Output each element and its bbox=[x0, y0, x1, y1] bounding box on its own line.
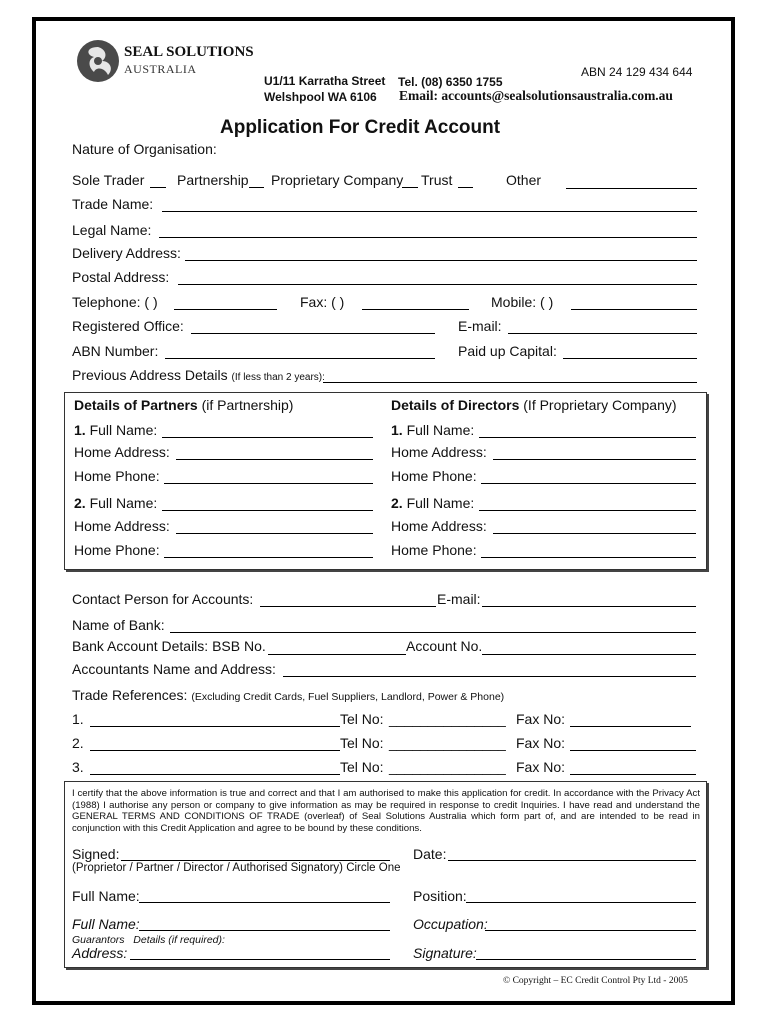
director1-phone-label: Home Phone: bbox=[391, 468, 477, 484]
fax-field[interactable] bbox=[362, 309, 469, 310]
details-required-text: Details (if required): bbox=[133, 934, 225, 946]
director2-phone-label: Home Phone: bbox=[391, 542, 477, 558]
partner2-name-label bbox=[74, 495, 157, 511]
ref2-tel-field[interactable]: _______________ bbox=[389, 735, 506, 751]
delivery-address-label: Delivery Address: bbox=[72, 245, 181, 261]
director1-name-text: Full Name: bbox=[406, 422, 475, 438]
director1-name-field[interactable] bbox=[479, 437, 696, 438]
partners-directors-box bbox=[64, 392, 707, 570]
director1-address-field[interactable] bbox=[493, 459, 696, 460]
abn-number-label: ABN Number: bbox=[72, 343, 159, 359]
postal-address-label: Postal Address: bbox=[72, 269, 170, 285]
ref2-tel-label: Tel No: bbox=[340, 735, 384, 751]
occupation-field[interactable] bbox=[485, 930, 696, 931]
partners-heading bbox=[74, 397, 293, 413]
copyright-footer: © Copyright – EC Credit Control Pty Ltd - 2005 bbox=[503, 976, 688, 986]
ref1-fax-label: Fax No: bbox=[516, 711, 566, 727]
abn-header: ABN 24 129 434 644 bbox=[581, 65, 693, 79]
signature-label: Signature: bbox=[413, 945, 477, 961]
partner1-phone-label: Home Phone: bbox=[74, 468, 160, 484]
directors-heading-note: (If Proprietary Company) bbox=[523, 397, 677, 413]
previous-address-field[interactable] bbox=[323, 382, 697, 383]
partner1-address-label: Home Address: bbox=[74, 444, 170, 460]
telephone-label: Telephone: ( ) bbox=[72, 294, 158, 310]
director1-name-label bbox=[391, 422, 474, 438]
contact-person-label: Contact Person for Accounts: bbox=[72, 591, 254, 607]
paid-up-capital-field[interactable] bbox=[563, 358, 697, 359]
sole-trader-check[interactable] bbox=[150, 187, 166, 188]
director2-name-field[interactable] bbox=[479, 510, 696, 511]
contact-person-field[interactable] bbox=[260, 606, 436, 607]
paid-up-capital-label: Paid up Capital: bbox=[458, 343, 557, 359]
trade-refs-note: (Excluding Credit Cards, Fuel Suppliers, Landlord, Power & Phone) bbox=[191, 691, 505, 703]
ref3-number: 3. bbox=[72, 759, 84, 775]
guarantor-full-name-field[interactable] bbox=[139, 930, 390, 931]
nature-label: Nature of Organisation: bbox=[72, 141, 217, 157]
company-name: SEAL SOLUTIONS bbox=[124, 44, 254, 60]
company-sub: AUSTRALIA bbox=[124, 62, 197, 76]
ref2-fax-field[interactable] bbox=[570, 750, 696, 751]
partner1-name-text: Full Name: bbox=[89, 422, 158, 438]
ref2-name-field[interactable] bbox=[90, 750, 340, 751]
signed-label: Signed: bbox=[72, 846, 120, 862]
ref1-fax-field[interactable] bbox=[570, 726, 691, 727]
other-field[interactable] bbox=[566, 188, 697, 189]
address-line1: U1/11 Karratha Street bbox=[264, 74, 386, 88]
bsb-field[interactable] bbox=[268, 654, 406, 655]
ref3-tel-field[interactable]: _______________ bbox=[389, 759, 506, 775]
partner1-name-field[interactable] bbox=[162, 437, 373, 438]
form-title: Application For Credit Account bbox=[220, 117, 501, 138]
partner2-name-text: Full Name: bbox=[89, 495, 158, 511]
registered-office-field[interactable] bbox=[191, 333, 435, 334]
mobile-field[interactable] bbox=[571, 309, 697, 310]
abn-number-field[interactable] bbox=[165, 358, 435, 359]
telephone: Tel. (08) 6350 1755 bbox=[398, 75, 503, 89]
org-sole-trader: Sole Trader bbox=[72, 172, 145, 188]
ref3-tel-label: Tel No: bbox=[340, 759, 384, 775]
signed-field[interactable] bbox=[121, 860, 390, 861]
ref1-number: 1. bbox=[72, 711, 84, 727]
previous-address-label bbox=[72, 367, 325, 383]
partner2-name-field[interactable] bbox=[162, 510, 373, 511]
postal-address-field[interactable] bbox=[178, 284, 697, 285]
partner2-address-field[interactable] bbox=[176, 533, 373, 534]
partner2-phone-field[interactable] bbox=[164, 557, 373, 558]
guarantor-full-name-label: Full Name: bbox=[72, 916, 140, 932]
registered-office-label: Registered Office: bbox=[72, 318, 184, 334]
position-label: Position: bbox=[413, 888, 467, 904]
partner1-name-label bbox=[74, 422, 157, 438]
accounts-email-label: E-mail: bbox=[437, 591, 481, 607]
partner2-phone-label: Home Phone: bbox=[74, 542, 160, 558]
bsb-label: Bank Account Details: BSB No. bbox=[72, 638, 266, 654]
accountants-field[interactable] bbox=[283, 676, 696, 677]
bank-name-field[interactable] bbox=[170, 632, 696, 633]
ref1-tel-label: Tel No: bbox=[340, 711, 384, 727]
guarantors-text: Guarantors bbox=[72, 934, 125, 946]
date-field[interactable] bbox=[448, 860, 696, 861]
ref1-tel-field[interactable]: _______________ bbox=[389, 711, 506, 727]
email-header: Email: accounts@sealsolutionsaustralia.com.au bbox=[399, 88, 673, 103]
director2-address-field[interactable] bbox=[493, 533, 696, 534]
full-name-label: Full Name: bbox=[72, 888, 140, 904]
director2-name-label bbox=[391, 495, 474, 511]
account-no-field[interactable] bbox=[482, 654, 696, 655]
org-other: Other bbox=[506, 172, 542, 188]
previous-address-text: Previous Address Details bbox=[72, 367, 228, 383]
directors-heading bbox=[391, 397, 677, 413]
director2-phone-field[interactable] bbox=[481, 557, 696, 558]
partners-heading-note: (if Partnership) bbox=[201, 397, 294, 413]
partnership-check[interactable] bbox=[249, 187, 264, 188]
account-no-label: Account No. bbox=[406, 638, 483, 654]
director2-name-text: Full Name: bbox=[406, 495, 475, 511]
ref2-fax-label: Fax No: bbox=[516, 735, 566, 751]
director1-number: 1. bbox=[391, 422, 403, 438]
trade-refs-label bbox=[72, 687, 504, 703]
declaration-text: I certify that the above information is true and correct and that I am authorised to make this application for credit. In accordance with the Privacy Act (1988) I authorise any person or company to give information as may be required in response to credit Inquiries. I have read and understand the GENERAL TERMS AND CONDITIONS OF TRADE (overleaf) of Seal Solutions Australia which form part of, and are intended to be read in conjunction with this Credit Application and agree to be bound by these conditions. bbox=[72, 788, 700, 834]
org-partnership: Partnership bbox=[177, 172, 249, 188]
occupation-label: Occupation: bbox=[413, 916, 488, 932]
trade-refs-text: Trade References: bbox=[72, 687, 188, 703]
bank-name-label: Name of Bank: bbox=[72, 617, 165, 633]
org-proprietary: Proprietary Company bbox=[271, 172, 404, 188]
position-field[interactable] bbox=[466, 902, 696, 903]
email-label: E-mail: bbox=[458, 318, 502, 334]
legal-name-label: Legal Name: bbox=[72, 222, 152, 238]
ref1-name-field[interactable] bbox=[90, 726, 340, 727]
seal-logo-icon bbox=[76, 39, 120, 83]
guarantor-address-field[interactable] bbox=[130, 959, 390, 960]
trade-name-label: Trade Name: bbox=[72, 196, 154, 212]
trade-name-field[interactable] bbox=[162, 211, 697, 212]
director2-address-label: Home Address: bbox=[391, 518, 487, 534]
ref3-name-field[interactable] bbox=[90, 774, 340, 775]
address-line2: Welshpool WA 6106 bbox=[264, 90, 377, 104]
email-field[interactable] bbox=[508, 333, 697, 334]
director1-address-label: Home Address: bbox=[391, 444, 487, 460]
ref2-number: 2. bbox=[72, 735, 84, 751]
partner1-address-field[interactable] bbox=[176, 459, 373, 460]
delivery-address-field[interactable] bbox=[185, 260, 697, 261]
partner1-number: 1. bbox=[74, 422, 86, 438]
previous-address-note: (If less than 2 years): bbox=[231, 372, 325, 383]
ref3-fax-label: Fax No: bbox=[516, 759, 566, 775]
ref3-fax-field[interactable] bbox=[570, 774, 696, 775]
date-label: Date: bbox=[413, 846, 447, 862]
fax-label: Fax: ( ) bbox=[300, 294, 345, 310]
guarantor-address-label: Address: bbox=[72, 945, 128, 961]
legal-name-field[interactable] bbox=[159, 237, 697, 238]
partners-heading-text: Details of Partners bbox=[74, 397, 198, 413]
proprietary-check[interactable] bbox=[402, 187, 418, 188]
accounts-email-field[interactable] bbox=[482, 606, 696, 607]
trust-check[interactable] bbox=[458, 187, 473, 188]
telephone-field[interactable] bbox=[174, 309, 277, 310]
signature-field[interactable] bbox=[476, 959, 696, 960]
directors-heading-text: Details of Directors bbox=[391, 397, 520, 413]
director2-number: 2. bbox=[391, 495, 403, 511]
org-trust: Trust bbox=[421, 172, 453, 188]
accountants-label: Accountants Name and Address: bbox=[72, 661, 276, 677]
director1-phone-field[interactable] bbox=[481, 483, 696, 484]
full-name-field[interactable] bbox=[139, 902, 390, 903]
mobile-label: Mobile: ( ) bbox=[491, 294, 554, 310]
circle-one-note: (Proprietor / Partner / Director / Authorised Signatory) Circle One bbox=[72, 862, 401, 874]
partner1-phone-field[interactable] bbox=[164, 483, 373, 484]
partner2-number: 2. bbox=[74, 495, 86, 511]
partner2-address-label: Home Address: bbox=[74, 518, 170, 534]
